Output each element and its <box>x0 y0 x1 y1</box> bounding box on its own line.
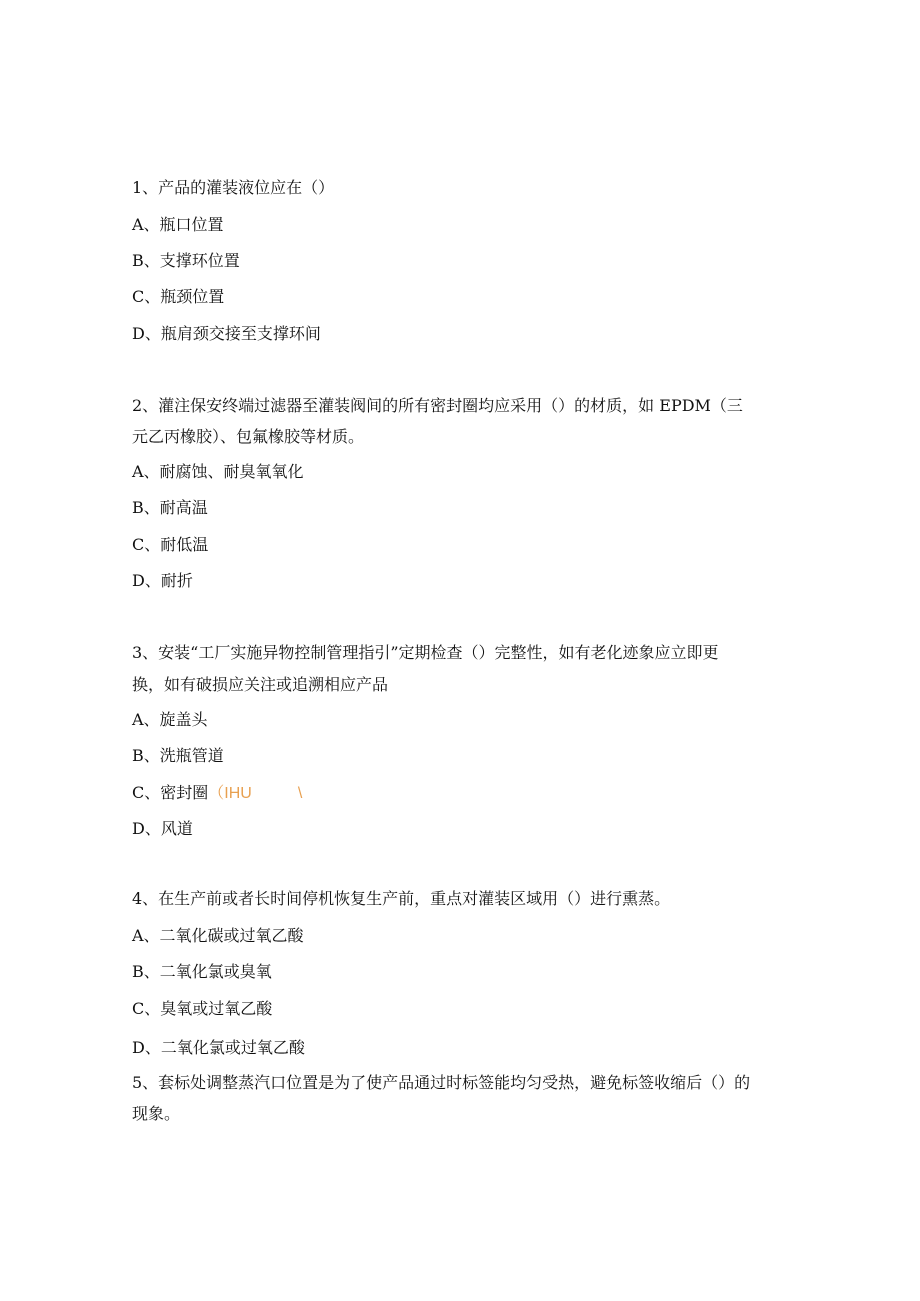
question-5-stem-line-2: 现象。 <box>132 1104 181 1123</box>
question-1-option-d: D、瓶肩颈交接至支撑环间 <box>132 324 321 343</box>
question-3-option-b: B、洗瓶管道 <box>132 746 224 765</box>
question-2-option-d: D、耐折 <box>132 571 193 590</box>
question-2-option-a: A、耐腐蚀、耐臭氧氧化 <box>132 462 304 481</box>
option-c-stray-slash: \ <box>297 785 303 802</box>
question-5-stem-line-1: 5、套标处调整蒸汽口位置是为了使产品通过时标签能均匀受热，避免标签收缩后（）的 <box>132 1073 751 1092</box>
question-1-option-a: A、瓶口位置 <box>132 215 224 234</box>
question-3-option-c-label: C、密封圈 <box>132 783 209 802</box>
question-3-option-a: A、旋盖头 <box>132 710 208 729</box>
question-1-option-b: B、支撑环位置 <box>132 251 240 270</box>
question-1-stem: 1、产品的灌装液位应在（） <box>132 178 335 197</box>
question-3-stem-line-1: 3、安装“工厂实施异物控制管理指引”定期检查（）完整性，如有老化迹象应立即更 <box>132 643 719 662</box>
question-3-option-d: D、风道 <box>132 819 193 838</box>
question-2-option-c: C、耐低温 <box>132 535 209 554</box>
question-2-stem-line-2: 元乙丙橡胶）、包氟橡胶等材质。 <box>132 427 365 446</box>
question-2-option-b: B、耐高温 <box>132 498 208 517</box>
question-3-option-c <box>132 783 302 803</box>
question-4-option-a: A、二氧化碳或过氧乙酸 <box>132 926 304 945</box>
question-2-stem-line-1: 2、灌注保安终端过滤器至灌装阀间的所有密封圈均应采用（）的材质，如 EPDM（三 <box>132 396 743 415</box>
question-3-stem-line-2: 换，如有破损应关注或追溯相应产品 <box>132 675 389 694</box>
question-4-option-c: C、臭氧或过氧乙酸 <box>132 999 273 1018</box>
question-4-stem: 4、在生产前或者长时间停机恢复生产前，重点对灌装区域用（）进行熏蒸。 <box>132 889 671 908</box>
option-c-stray-mark: （IHU <box>208 785 252 802</box>
question-1-option-c: C、瓶颈位置 <box>132 287 225 306</box>
question-4-option-d: D、二氧化氯或过氧乙酸 <box>132 1038 305 1057</box>
question-4-option-b: B、二氧化氯或臭氧 <box>132 962 272 981</box>
